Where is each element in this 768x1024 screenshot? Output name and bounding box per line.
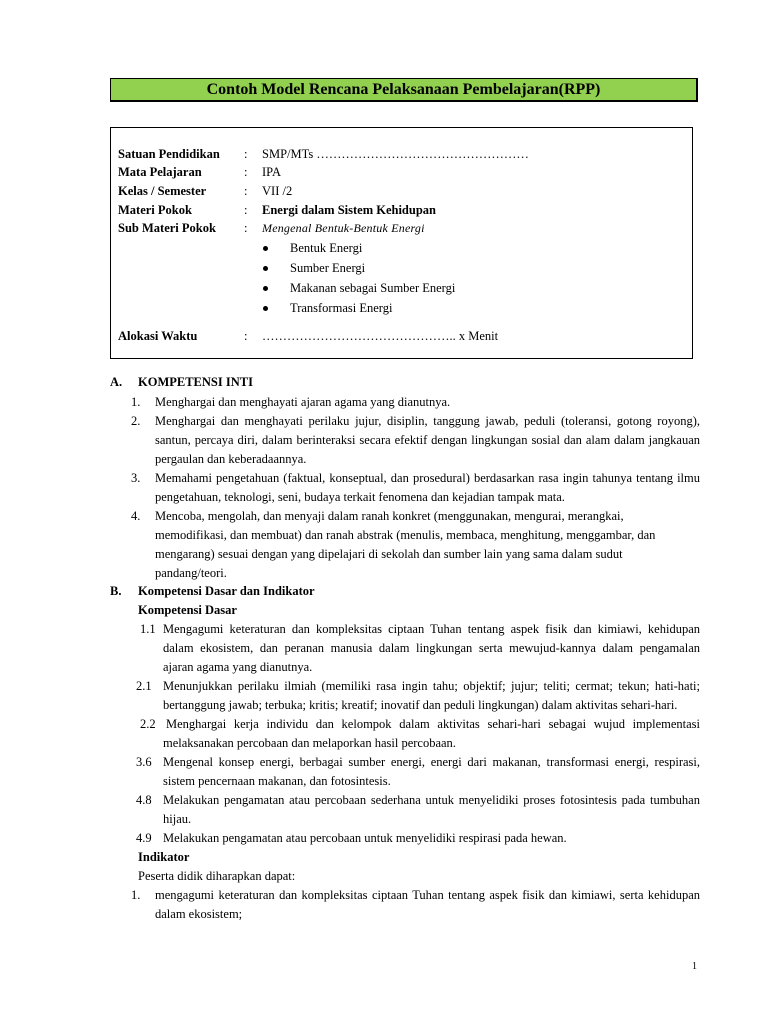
item-number: 4.9 (136, 831, 152, 845)
item-number: 2.1 (136, 679, 152, 693)
item-text-line: mengagumi keteraturan dan kompleksitas ciptaan Tuhan tentang aspek fisik dan kimiawi, serta kehidupan (155, 888, 700, 902)
identity-value: IPA (262, 165, 281, 179)
item-text-line: dalam ekosistem, dan peranan manusia dalam lingkungan serta mewujud-kannya dalam pengamalan (163, 641, 700, 655)
identity-label: Satuan Pendidikan (118, 147, 220, 161)
item-text-line: bertanggung jawab; terbuka; kritis; kreatif; inovatif dan peduli lingkungan) dalam aktivitas sehari-hari. (163, 698, 678, 712)
identity-separator: : (244, 329, 248, 343)
sub-materi-item-label: Makanan sebagai Sumber Energi (290, 281, 456, 295)
section-heading: KOMPETENSI INTI (138, 375, 253, 389)
identity-separator: : (244, 165, 248, 179)
section-heading: Kompetensi Dasar dan Indikator (138, 584, 315, 598)
identity-value: SMP/MTs …………………………………………… (262, 147, 529, 161)
section-marker: A. (110, 375, 123, 389)
indikator-intro: Peserta didik diharapkan dapat: (138, 869, 296, 883)
identity-label: Kelas / Semester (118, 184, 207, 198)
item-text-line: Menunjukkan perilaku ilmiah (memiliki rasa ingin tahu; objektif; jujur; teliti; cermat; tekun; hati-hati; (163, 679, 700, 693)
item-text-line: Mengagumi keteraturan dan kompleksitas ciptaan Tuhan tentang aspek fisik dan kimiawi, kehidupan (163, 622, 700, 636)
item-number: 3.6 (136, 755, 152, 769)
identity-label: Materi Pokok (118, 203, 192, 217)
item-text-line: santun, percaya diri, dalam berinteraksi secara efektif dengan lingkungan sosial dan alam dalam jangkauan (155, 433, 700, 447)
item-text-line: ajaran agama yang dianutnya. (163, 660, 313, 674)
document-title: Contoh Model Rencana Pelaksanaan Pembelajaran(RPP) (206, 80, 601, 98)
page-number: 1 (692, 961, 697, 972)
identity-label: Mata Pelajaran (118, 165, 202, 179)
item-text-line: Melakukan pengamatan atau percobaan sederhana untuk menyelidiki proses fotosintesis pada tumbuhan (163, 793, 700, 807)
identity-separator: : (244, 147, 248, 161)
item-text-line: Mencoba, mengolah, dan menyaji dalam ranah konkret (menggunakan, mengurai, merangkai, (155, 509, 624, 523)
item-text-line: pengetahuan, teknologi, seni, budaya terkait fenomena dan kejadian tampak mata. (155, 490, 565, 504)
title-banner (110, 78, 698, 102)
item-text-line: memodifikasi, dan membuat) dan ranah abstrak (menulis, membaca, menghitung, menggambar, dan (155, 528, 656, 542)
item-text-line: pergaulan dan keberadaannya. (155, 452, 307, 466)
identity-separator: : (244, 184, 248, 198)
item-number: 4.8 (136, 793, 152, 807)
sub-materi-item-label: Transformasi Energi (290, 301, 393, 315)
identity-value: Energi dalam Sistem Kehidupan (262, 203, 436, 217)
item-number: 2.2 (140, 717, 156, 731)
item-number: 1.1 (140, 622, 156, 636)
item-text-line: sistem pencernaan makanan, dan fotosintesis. (163, 774, 391, 788)
sub-materi-item-label: Sumber Energi (290, 261, 366, 275)
identity-value: VII /2 (262, 184, 293, 198)
bullet-icon (263, 306, 268, 311)
item-number: 1. (131, 888, 141, 902)
item-text-line: pandang/teori. (155, 566, 227, 580)
item-text-line: Menghargai kerja individu dan kelompok dalam aktivitas sehari-hari sebagai wujud implementasi (166, 717, 700, 731)
item-number: 3. (131, 471, 141, 485)
item-text-line: melaksanakan percobaan dan melaporkan hasil percobaan. (163, 736, 456, 750)
item-number: 4. (131, 509, 141, 523)
section-marker: B. (110, 584, 122, 598)
identity-table (110, 127, 693, 359)
bullet-icon (263, 286, 268, 291)
item-text-line: Memahami pengetahuan (faktual, konseptual, dan prosedural) berdasarkan rasa ingin tahunya tentang ilmu (155, 471, 700, 485)
item-text-line: Melakukan pengamatan atau percobaan untuk menyelidiki respirasi pada hewan. (163, 831, 567, 845)
item-text-line: Mengenal konsep energi, berbagai sumber energi, energi dari makanan, transformasi energi, respirasi, (163, 755, 700, 769)
bullet-icon (263, 246, 268, 251)
item-number: 2. (131, 414, 141, 428)
item-text-line: mengarang) sesuai dengan yang dipelajari di sekolah dan sumber lain yang sama dalam sudut (155, 547, 623, 561)
item-text-line: hijau. (163, 812, 192, 826)
identity-separator: : (244, 203, 248, 217)
subsection-heading-kompetensi-dasar: Kompetensi Dasar (138, 603, 237, 617)
subsection-heading-indikator: Indikator (138, 850, 190, 864)
identity-value: ……………………………………….. x Menit (262, 329, 499, 343)
item-text-line: Menghargai dan menghayati ajaran agama yang dianutnya. (155, 395, 451, 409)
identity-value: Mengenal Bentuk-Bentuk Energi (262, 221, 425, 235)
bullet-icon (263, 266, 268, 271)
identity-separator: : (244, 221, 248, 235)
sub-materi-item-label: Bentuk Energi (290, 241, 363, 255)
item-text-line: Menghargai dan menghayati perilaku jujur, disiplin, tanggung jawab, peduli (toleransi, gotong royong), (155, 414, 700, 428)
item-text-line: dalam ekosistem; (155, 907, 243, 921)
identity-label: Alokasi Waktu (118, 329, 198, 343)
identity-label: Sub Materi Pokok (118, 221, 216, 235)
item-number: 1. (131, 395, 141, 409)
